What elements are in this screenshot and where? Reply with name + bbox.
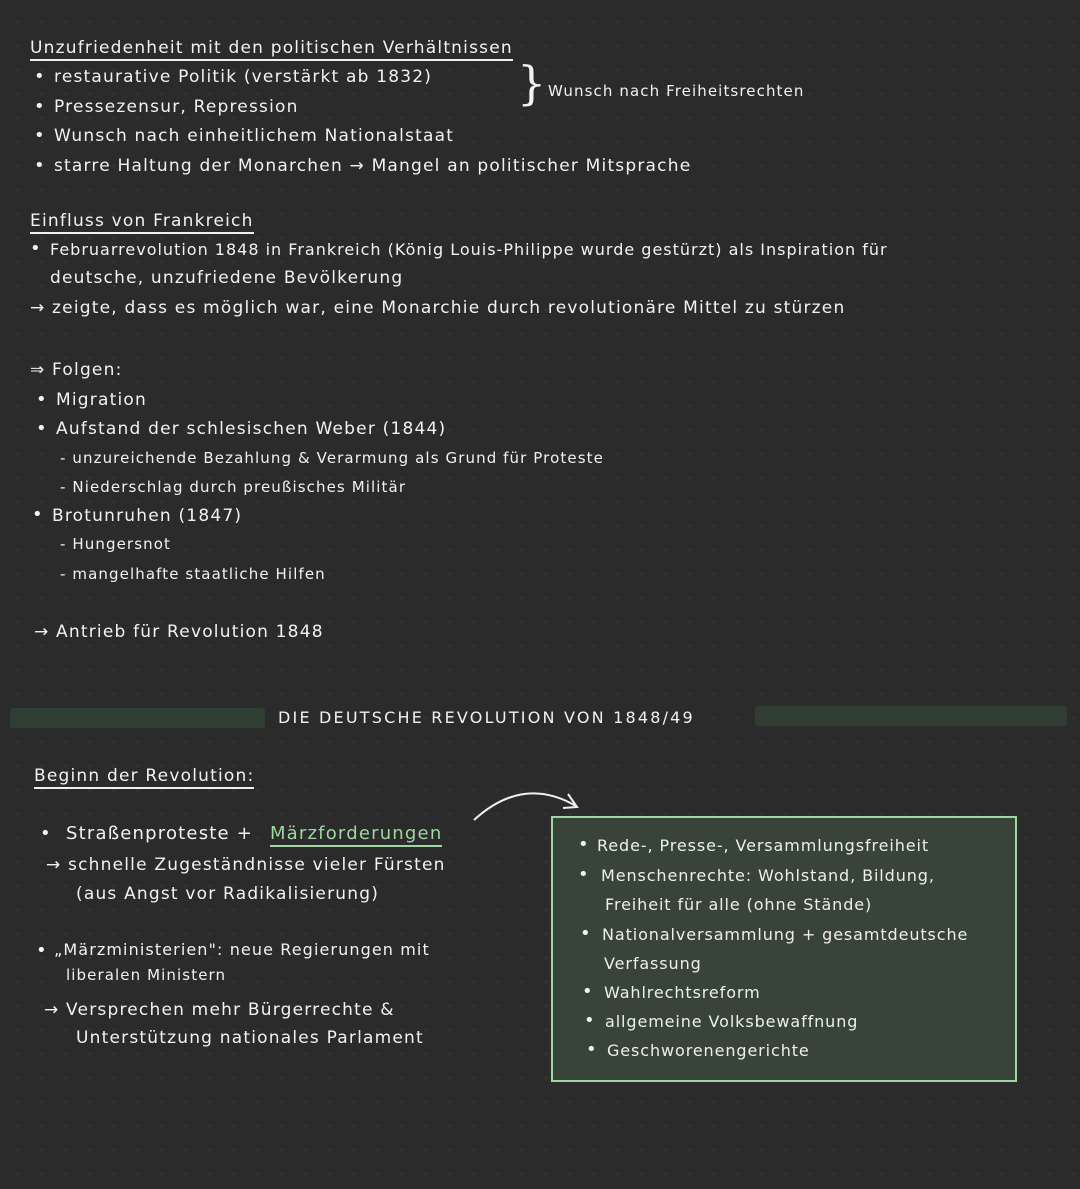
maerzministerien-line: „Märzministerien": neue Regierungen mit [54,940,430,959]
brace-note: Wunsch nach Freiheitsrechten [548,82,805,100]
strassenproteste-line [66,823,442,844]
maerzforderungen-text [270,823,442,844]
box-item-freiheiten: Rede-, Presse-, Versammlungsfreiheit [597,836,929,855]
bevoelkerung-line: deutsche, unzufriedene Bevölkerung [50,268,404,288]
bullet-dot: • [34,96,45,117]
banner-title: DIE DEUTSCHE REVOLUTION VON 1848/49 [278,708,695,727]
minister-line: liberalen Ministern [66,966,227,984]
februarrevolution-line: Februarrevolution 1848 in Frankreich (König Louis-Philippe wurde gestürzt) als Inspiration für [50,240,888,259]
bullet-dot: • [586,1039,597,1060]
box-item-volksbewaffnung: allgemeine Volksbewaffnung [605,1012,859,1031]
angst-line: (aus Angst vor Radikalisierung) [76,884,380,904]
box-item-freiheit-alle: Freiheit für alle (ohne Stände) [605,895,873,914]
heading-text: Einfluss von Frankreich [30,211,254,234]
heading-beginn [34,766,254,786]
bullet-dot: • [30,238,41,259]
bullet-dot: • [582,981,593,1002]
heading-unzufriedenheit [30,38,513,58]
bullet-dot: • [580,923,591,944]
bullet-dot: • [40,823,51,844]
box-item-nationalversammlung: Nationalversammlung + gesamtdeutsche [602,925,969,944]
heading-einfluss [30,211,254,231]
parlament-line: Unterstützung nationales Parlament [76,1028,424,1048]
box-item-wahlrechtsreform: Wahlrechtsreform [604,983,761,1002]
bullet-dot: • [32,504,43,525]
monarchie-arrow-line: → zeigte, dass es möglich war, eine Monarchie durch revolutionäre Mittel zu stürzen [30,298,846,318]
heading-folgen: ⇒ Folgen: [30,360,123,380]
conclusion-antrieb: → Antrieb für Revolution 1848 [34,622,324,642]
bullet-dot: • [578,834,589,855]
heading-text: Beginn der Revolution: [34,766,254,789]
strassenproteste-text: Straßenproteste + [66,823,254,844]
bullet-dot: • [34,66,45,87]
zugestaendnisse-line: → schnelle Zugeständnisse vieler Fürsten [46,855,446,875]
banner-bar-left [10,708,265,728]
versprechen-line: → Versprechen mehr Bürgerrechte & [44,1000,395,1020]
maerzforderungen-label: Märzforderungen [270,823,442,847]
brot-sub-hungersnot: - Hungersnot [60,535,171,553]
bullet-dot: • [36,418,47,439]
item-brotunruhen: Brotunruhen (1847) [52,506,243,526]
box-item-verfassung: Verfassung [604,954,702,973]
weber-sub-niederschlag: - Niederschlag durch preußisches Militär [60,478,407,496]
bullet-dot: • [578,864,589,885]
brot-sub-hilfen: - mangelhafte staatliche Hilfen [60,565,326,583]
banner-bar-right [755,706,1067,726]
bullet-restaurative: restaurative Politik (verstärkt ab 1832) [54,67,433,87]
bullet-dot: • [36,940,47,961]
box-item-geschworenengerichte: Geschworenengerichte [607,1041,810,1060]
curly-brace-icon: } [517,56,547,110]
box-item-menschenrechte: Menschenrechte: Wohlstand, Bildung, [601,866,935,885]
weber-sub-bezahlung: - unzureichende Bezahlung & Verarmung als Grund für Proteste [60,449,604,467]
heading-text: Unzufriedenheit mit den politischen Verhältnissen [30,38,513,61]
bullet-dot: • [584,1010,595,1031]
bullet-pressezensur: Pressezensur, Repression [54,97,299,117]
bullet-dot: • [36,389,47,410]
bullet-nationalstaat: Wunsch nach einheitlichem Nationalstaat [54,126,455,146]
bullet-dot: • [34,125,45,146]
bullet-dot: • [34,155,45,176]
item-migration: Migration [56,390,147,410]
bullet-monarchen: starre Haltung der Monarchen → Mangel an politischer Mitsprache [54,156,692,176]
item-weberaufstand: Aufstand der schlesischen Weber (1844) [56,419,447,439]
